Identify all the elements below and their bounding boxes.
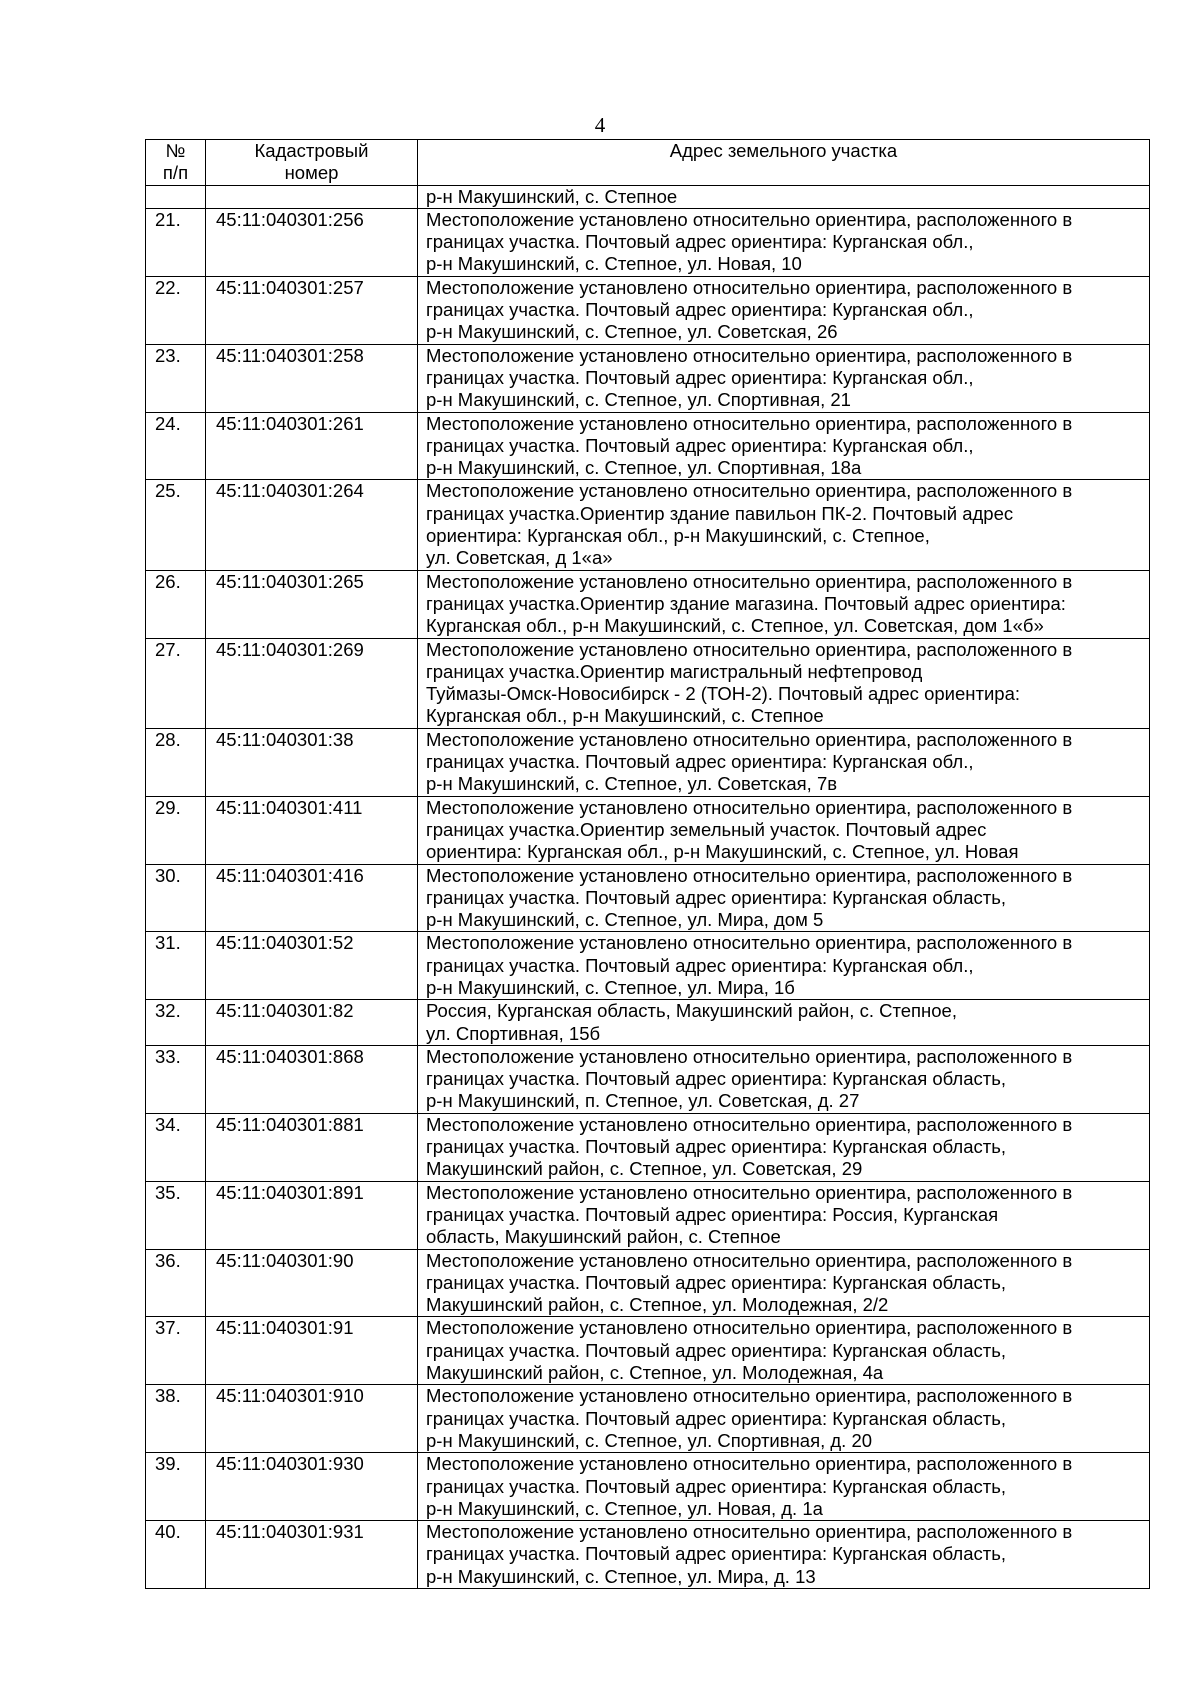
cadastral-number: 45:11:040301:891 (206, 1181, 418, 1249)
address-line: границах участка. Почтовый адрес ориентира: Курганская область, (426, 886, 1007, 908)
address-line: р-н Макушинский, с. Степное, ул. Спортивная, д. 20 (426, 1429, 873, 1451)
row-number: 25. (146, 480, 206, 570)
table-row (146, 932, 1150, 1000)
row-number: 35. (146, 1181, 206, 1249)
address-line: р-н Макушинский, с. Степное, ул. Советская, 7в (426, 773, 838, 795)
address-line: р-н Макушинский, с. Степное (426, 185, 678, 207)
address-line: границах участка. Почтовый адрес ориентира: Курганская область, (426, 1475, 1007, 1497)
address-line: ориентира: Курганская обл., р-н Макушинский, с. Степное, (426, 525, 930, 547)
header-address (418, 140, 1150, 186)
address-line: Местоположение установлено относительно ориентира, расположенного в (426, 570, 1073, 592)
row-number: 28. (146, 728, 206, 796)
plot-address (418, 1181, 1150, 1249)
cadastral-number: 45:11:040301:269 (206, 638, 418, 728)
header-cadastral (206, 140, 418, 186)
address-line: Местоположение установлено относительно ориентира, расположенного в (426, 1521, 1073, 1543)
cadastral-number: 45:11:040301:264 (206, 480, 418, 570)
address-line: границах участка.Ориентир здание павильон ПК-2. Почтовый адрес (426, 502, 1014, 524)
address-line: границах участка. Почтовый адрес ориентира: Курганская область, (426, 1339, 1007, 1361)
address-line: Местоположение установлено относительно ориентира, расположенного в (426, 1045, 1073, 1067)
row-number: 24. (146, 412, 206, 480)
row-number: 40. (146, 1521, 206, 1589)
table-row (146, 570, 1150, 638)
cadastral-number: 45:11:040301:265 (206, 570, 418, 638)
cadastral-number: 45:11:040301:416 (206, 864, 418, 932)
table-row (146, 864, 1150, 932)
cadastral-number: 45:11:040301:256 (206, 208, 418, 276)
row-number: 30. (146, 864, 206, 932)
row-number: 33. (146, 1045, 206, 1113)
address-line: область, Макушинский район, с. Степное (426, 1226, 781, 1248)
plot-address (418, 1453, 1150, 1521)
header-num-line: п/п (162, 162, 189, 184)
table-row (146, 1521, 1150, 1589)
address-line: р-н Макушинский, с. Степное, ул. Новая, 10 (426, 253, 802, 275)
page-number: 4 (594, 113, 606, 137)
plot-address (418, 1113, 1150, 1181)
plot-address (418, 728, 1150, 796)
address-line: р-н Макушинский, с. Степное, ул. Спортивная, 21 (426, 389, 851, 411)
address-line: Курганская обл., р-н Макушинский, с. Степное, ул. Советская, дом 1«б» (426, 615, 1044, 637)
table-row (146, 208, 1150, 276)
cadastral-number: 45:11:040301:82 (206, 1000, 418, 1046)
address-line: границах участка. Почтовый адрес ориентира: Курганская обл., (426, 954, 974, 976)
table-row (146, 1249, 1150, 1317)
cadastral-number: 45:11:040301:411 (206, 796, 418, 864)
address-line: Местоположение установлено относительно ориентира, расположенного в (426, 932, 1073, 954)
address-line: границах участка.Ориентир магистральный нефтепровод (426, 660, 923, 682)
plot-address (418, 1385, 1150, 1453)
table-row (146, 796, 1150, 864)
table-row (146, 1000, 1150, 1046)
cadastral-number: 45:11:040301:38 (206, 728, 418, 796)
plot-address (418, 185, 1150, 208)
address-line: Россия, Курганская область, Макушинский район, с. Степное, (426, 1000, 957, 1022)
plot-address (418, 638, 1150, 728)
plot-address (418, 1249, 1150, 1317)
plot-address (418, 570, 1150, 638)
address-line: ул. Советская, д 1«а» (426, 547, 613, 569)
row-number (146, 185, 206, 208)
table-row (146, 185, 1150, 208)
address-line: Местоположение установлено относительно ориентира, расположенного в (426, 1317, 1073, 1339)
table-body (146, 185, 1150, 1588)
cadastral-number: 45:11:040301:257 (206, 276, 418, 344)
row-number: 22. (146, 276, 206, 344)
address-line: Местоположение установлено относительно ориентира, расположенного в (426, 1453, 1073, 1475)
address-line: границах участка. Почтовый адрес ориентира: Курганская область, (426, 1543, 1007, 1565)
cadastral-number: 45:11:040301:91 (206, 1317, 418, 1385)
row-number: 29. (146, 796, 206, 864)
address-line: границах участка.Ориентир здание магазина. Почтовый адрес ориентира: (426, 592, 1066, 614)
address-line: Местоположение установлено относительно ориентира, расположенного в (426, 208, 1073, 230)
address-line: границах участка. Почтовый адрес ориентира: Курганская обл., (426, 299, 974, 321)
address-line: Местоположение установлено относительно ориентира, расположенного в (426, 1113, 1073, 1135)
table-row (146, 1113, 1150, 1181)
table-row (146, 728, 1150, 796)
plot-address (418, 412, 1150, 480)
row-number: 26. (146, 570, 206, 638)
address-line: Макушинский район, с. Степное, ул. Молодежная, 2/2 (426, 1294, 889, 1316)
table-header (146, 140, 1150, 186)
address-line: границах участка. Почтовый адрес ориентира: Курганская область, (426, 1271, 1007, 1293)
address-line: ориентира: Курганская обл., р-н Макушинский, с. Степное, ул. Новая (426, 841, 1019, 863)
address-line: р-н Макушинский, п. Степное, ул. Советская, д. 27 (426, 1090, 860, 1112)
land-plots-table (145, 139, 1150, 1589)
address-line: ул. Спортивная, 15б (426, 1022, 601, 1044)
table-row (146, 412, 1150, 480)
cadastral-number (206, 185, 418, 208)
row-number: 27. (146, 638, 206, 728)
address-line: р-н Макушинский, с. Степное, ул. Мира, дом 5 (426, 909, 824, 931)
address-line: р-н Макушинский, с. Степное, ул. Советская, 26 (426, 321, 838, 343)
table-row (146, 1385, 1150, 1453)
table-row (146, 1045, 1150, 1113)
row-number: 37. (146, 1317, 206, 1385)
address-line: Местоположение установлено относительно ориентира, расположенного в (426, 480, 1073, 502)
address-line: Местоположение установлено относительно ориентира, расположенного в (426, 638, 1073, 660)
plot-address (418, 932, 1150, 1000)
header-cadastral-line: номер (284, 162, 339, 184)
address-line: границах участка. Почтовый адрес ориентира: Курганская обл., (426, 366, 974, 388)
table-row (146, 1453, 1150, 1521)
address-line: границах участка. Почтовый адрес ориентира: Курганская область, (426, 1068, 1007, 1090)
cadastral-number: 45:11:040301:868 (206, 1045, 418, 1113)
table-row (146, 344, 1150, 412)
row-number: 32. (146, 1000, 206, 1046)
address-line: Местоположение установлено относительно ориентира, расположенного в (426, 412, 1073, 434)
cadastral-number: 45:11:040301:258 (206, 344, 418, 412)
address-line: границах участка.Ориентир земельный участок. Почтовый адрес (426, 818, 987, 840)
plot-address (418, 208, 1150, 276)
plot-address (418, 480, 1150, 570)
address-line: р-н Макушинский, с. Степное, ул. Новая, д. 1а (426, 1497, 823, 1519)
address-line: р-н Макушинский, с. Степное, ул. Мира, 1б (426, 976, 795, 998)
plot-address (418, 796, 1150, 864)
address-line: границах участка. Почтовый адрес ориентира: Курганская обл., (426, 231, 974, 253)
address-line: Местоположение установлено относительно ориентира, расположенного в (426, 864, 1073, 886)
header-num-line: № (165, 140, 186, 161)
address-line: Местоположение установлено относительно ориентира, расположенного в (426, 1385, 1073, 1407)
address-line: Макушинский район, с. Степное, ул. Молодежная, 4а (426, 1362, 884, 1384)
plot-address (418, 344, 1150, 412)
plot-address (418, 1045, 1150, 1113)
address-line: границах участка. Почтовый адрес ориентира: Курганская область, (426, 1136, 1007, 1158)
address-line: границах участка. Почтовый адрес ориентира: Курганская область, (426, 1407, 1007, 1429)
address-line: Местоположение установлено относительно ориентира, расположенного в (426, 1181, 1073, 1203)
address-line: границах участка. Почтовый адрес ориентира: Курганская обл., (426, 751, 974, 773)
cadastral-number: 45:11:040301:910 (206, 1385, 418, 1453)
row-number: 38. (146, 1385, 206, 1453)
header-cadastral-line: Кадастровый (254, 140, 369, 161)
header-address-line: Адрес земельного участка (669, 140, 898, 161)
row-number: 23. (146, 344, 206, 412)
address-line: Местоположение установлено относительно ориентира, расположенного в (426, 796, 1073, 818)
address-line: Макушинский район, с. Степное, ул. Советская, 29 (426, 1158, 863, 1180)
address-line: Местоположение установлено относительно ориентира, расположенного в (426, 1249, 1073, 1271)
cadastral-number: 45:11:040301:931 (206, 1521, 418, 1589)
row-number: 31. (146, 932, 206, 1000)
address-line: границах участка. Почтовый адрес ориентира: Курганская обл., (426, 434, 974, 456)
address-line: р-н Макушинский, с. Степное, ул. Спортивная, 18а (426, 457, 862, 479)
cadastral-number: 45:11:040301:930 (206, 1453, 418, 1521)
address-line: Туймазы-Омск-Новосибирск - 2 (ТОН-2). Почтовый адрес ориентира: (426, 683, 1021, 705)
table-row (146, 276, 1150, 344)
table-row (146, 480, 1150, 570)
address-line: Местоположение установлено относительно ориентира, расположенного в (426, 344, 1073, 366)
plot-address (418, 864, 1150, 932)
plot-address (418, 276, 1150, 344)
address-line: р-н Макушинский, с. Степное, ул. Мира, д. 13 (426, 1565, 816, 1587)
row-number: 21. (146, 208, 206, 276)
address-line: Местоположение установлено относительно ориентира, расположенного в (426, 276, 1073, 298)
cadastral-number: 45:11:040301:90 (206, 1249, 418, 1317)
cadastral-number: 45:11:040301:881 (206, 1113, 418, 1181)
row-number: 34. (146, 1113, 206, 1181)
table-row (146, 638, 1150, 728)
table-row (146, 1181, 1150, 1249)
cadastral-number: 45:11:040301:52 (206, 932, 418, 1000)
cadastral-number: 45:11:040301:261 (206, 412, 418, 480)
address-line: границах участка. Почтовый адрес ориентира: Россия, Курганская (426, 1203, 999, 1225)
address-line: Курганская обл., р-н Макушинский, с. Степное (426, 705, 824, 727)
plot-address (418, 1000, 1150, 1046)
header-num (146, 140, 206, 186)
plot-address (418, 1521, 1150, 1589)
table-row (146, 1317, 1150, 1385)
plot-address (418, 1317, 1150, 1385)
row-number: 39. (146, 1453, 206, 1521)
header-row (146, 140, 1150, 186)
address-line: Местоположение установлено относительно ориентира, расположенного в (426, 728, 1073, 750)
row-number: 36. (146, 1249, 206, 1317)
